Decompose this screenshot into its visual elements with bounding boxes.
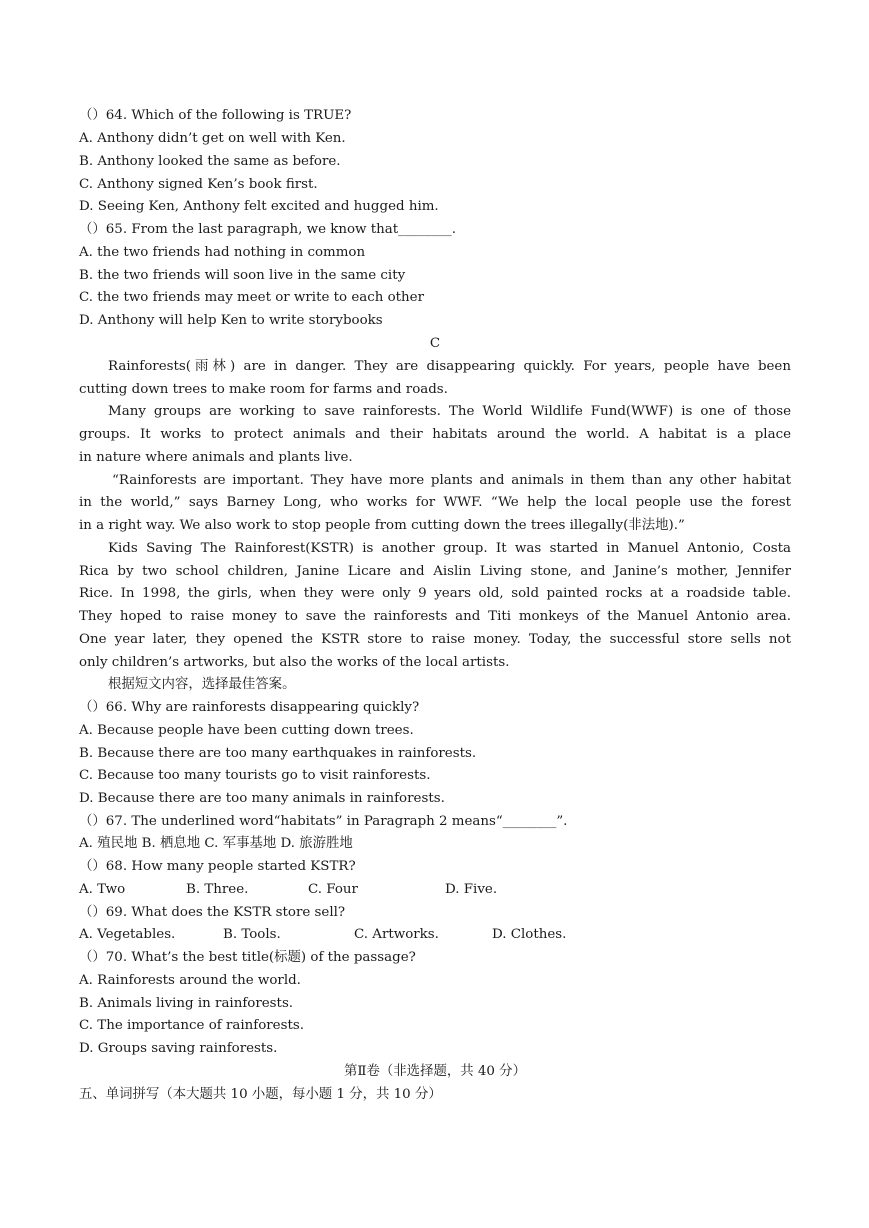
passage-line: Kids Saving The Rainforest(KSTR) is another group. It was started in Manuel Antonio, Costa [108,541,791,556]
question-64-option-a: A. Anthony didn’t get on well with Ken. [79,131,346,146]
passage-line: Rica by two school children, Janine Licare and Aislin Living stone, and Janine’s mother, Jennifer [79,564,791,579]
question-68-option-b: B. Three. [186,882,249,897]
question-66-option-b: B. Because there are too many earthquakes in rainforests. [79,746,477,761]
instruction: 根据短文内容，选择最佳答案。 [108,677,296,692]
passage-line: groups. It works to protect animals and their habitats around the world. A habitat is a place [79,427,791,442]
question-68-stem: （）68. How many people started KSTR? [79,859,356,874]
question-68-option-d: D. Five. [445,882,498,897]
question-68-option-c: C. Four [308,882,358,897]
question-65-option-a: A. the two friends had nothing in common [79,245,366,260]
section-two-title: 第Ⅱ卷（非选择题，共 40 分） [344,1064,526,1079]
question-69-stem: （）69. What does the KSTR store sell? [79,905,346,920]
question-68-option-a: A. Two [79,882,126,897]
question-64-option-b: B. Anthony looked the same as before. [79,154,341,169]
question-69-option-d: D. Clothes. [492,927,567,942]
passage-line: in the world,” says Barney Long, who works for WWF. “We help the local people use the forest [79,495,791,510]
question-65-option-d: D. Anthony will help Ken to write storybooks [79,313,383,328]
passage-line: They hoped to raise money to save the rainforests and Titi monkeys of the Manuel Antonio area. [79,609,791,624]
question-64-stem: （）64. Which of the following is TRUE? [79,108,352,123]
question-65-stem: （）65. From the last paragraph, we know that________. [79,222,456,237]
question-66-option-d: D. Because there are too many animals in rainforests. [79,791,445,806]
passage-line: One year later, they opened the KSTR store to raise money. Today, the successful store sells not [79,632,791,647]
question-69-option-a: A. Vegetables. [79,927,176,942]
question-65-option-c: C. the two friends may meet or write to each other [79,290,425,305]
passage-line: cutting down trees to make room for farms and roads. [79,382,448,397]
question-64-option-c: C. Anthony signed Ken’s book first. [79,177,318,192]
question-66-option-a: A. Because people have been cutting down trees. [79,723,414,738]
passage-line: in a right way. We also work to stop people from cutting down the trees illegally(非法地).” [79,518,685,533]
question-67-options: A. 殖民地 B. 栖息地 C. 军事基地 D. 旅游胜地 [79,836,353,851]
question-70-option-c: C. The importance of rainforests. [79,1018,304,1033]
question-70-option-a: A. Rainforests around the world. [79,973,301,988]
question-70-option-b: B. Animals living in rainforests. [79,996,294,1011]
question-66-stem: （）66. Why are rainforests disappearing quickly? [79,700,420,715]
passage-line: “Rainforests are important. They have more plants and animals in them than any other habitat [112,473,791,488]
passage-line: Rice. In 1998, the girls, when they were only 9 years old, sold painted rocks at a roadside table. [79,586,791,601]
question-69-option-c: C. Artworks. [354,927,439,942]
question-69-option-b: B. Tools. [223,927,281,942]
passage-line: only children’s artworks, but also the works of the local artists. [79,655,510,670]
passage-line: Rainforests(雨林) are in danger. They are disappearing quickly. For years, people have been [108,359,791,374]
passage-line: Many groups are working to save rainforests. The World Wildlife Fund(WWF) is one of those [108,404,791,419]
question-70-option-d: D. Groups saving rainforests. [79,1041,278,1056]
section-five-title: 五、单词拼写（本大题共 10 小题，每小题 1 分，共 10 分） [79,1087,442,1102]
question-67-stem: （）67. The underlined word“habitats” in Paragraph 2 means“________”. [79,814,568,829]
question-66-option-c: C. Because too many tourists go to visit rainforests. [79,768,431,783]
question-65-option-b: B. the two friends will soon live in the same city [79,268,406,283]
question-64-option-d: D. Seeing Ken, Anthony felt excited and hugged him. [79,199,439,214]
question-70-stem: （）70. What’s the best title(标题) of the passage? [79,950,416,965]
passage-c-label: C [429,336,441,351]
passage-line: in nature where animals and plants live. [79,450,353,465]
